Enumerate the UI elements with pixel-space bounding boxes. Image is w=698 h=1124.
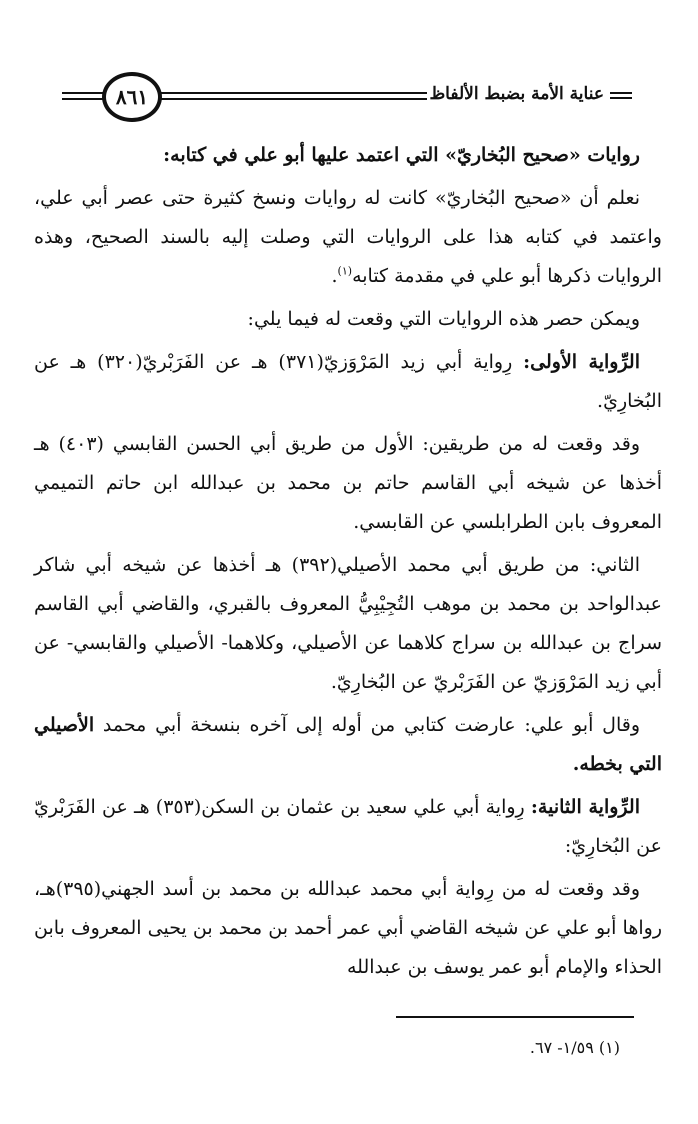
- paragraph-ibn-asad: وقد وقعت له من رِواية أبي محمد عبدالله بن محمد بن أسد الجهني(٣٩٥)هـ، رواها أبو علي عن شيخه القاضي أبي عمر أحمد بن محمد بن يحيى المعروف بابن الحذاء والإمام أبو عمر يوسف بن عبدالله: [34, 878, 662, 978]
- paragraph-intro-text: نعلم أن «صحيح البُخاريّ» كانت له روايات ونسخ كثيرة حتى عصر أبي علي، واعتمد في كتابه هذا على الروايات التي وصلت إليه بالسند الصحيح، وهذه الروايات ذكرها أبو علي في مقدمة كتابه: [34, 187, 662, 287]
- main-text: [34, 136, 662, 991]
- paragraph-collation-text: وقال أبو علي: عارضت كتابي من أوله إلى آخره بنسخة أبي محمد: [102, 714, 640, 736]
- riwaya-first: [34, 343, 662, 421]
- paragraph-two-paths: وقد وقعت له من طريقين: الأول من طريق أبي الحسن القابسي (٤٠٣) هـ أخذها عن شيخه أبي القاسم حاتم بن محمد بن عبدالله ابن حاتم التميمي المعروف بابن الطرابلسي عن القابسي.: [34, 433, 662, 533]
- footnote-separator: [396, 1016, 634, 1018]
- riwaya-second: [34, 788, 662, 866]
- running-title: عناية الأمة بضبط الألفاظ: [429, 84, 632, 104]
- riwaya-second-label: الرِّواية الثانية:: [530, 796, 640, 818]
- page-header: [62, 72, 632, 128]
- section-heading: روايات «صحيح البُخاريّ» التي اعتمد عليها أبو علي في كتابه:: [163, 144, 640, 166]
- paragraph-enumeration: ويمكن حصر هذه الروايات التي وقعت له فيما يلي:: [247, 308, 640, 330]
- paragraph-collation-bold: الأصيلي التي بخطه.: [34, 714, 662, 775]
- paragraph-collation: [34, 706, 662, 784]
- riwaya-first-text: رِواية أبي زيد المَرْوَزيّ(٣٧١) هـ عن الفَرَبْريّ(٣٢٠) هـ عن البُخارِيّ.: [34, 351, 662, 412]
- riwaya-second-text: رِواية أبي علي سعيد بن عثمان بن السكن(٣٥٣) هـ عن الفَرَبْريّ عن البُخارِيّ:: [34, 796, 662, 857]
- footnote: (١) ١/٥٩- ٦٧.: [529, 1038, 620, 1057]
- page-number-badge: ٨٦١: [102, 72, 162, 122]
- paragraph-second-path: الثاني: من طريق أبي محمد الأصيلي(٣٩٢) هـ أخذها عن شيخه أبي شاكر عبدالواحد بن محمد بن موهب التُجِيْبِيُّ المعروف بالقبري، والقاضي أبي القاسم سراج بن عبدالله بن سراج كلاهما عن الأصيلي، وكلاهما- الأصيلي والقابسي- عن أبي زيد المَرْوَزيّ عن الفَرَبْريّ عن البُخارِيّ.: [34, 554, 662, 693]
- paragraph-intro: [34, 179, 662, 296]
- riwaya-first-label: الرِّواية الأولى:: [523, 351, 641, 373]
- paragraph-intro-end: .: [331, 265, 338, 287]
- footnote-ref: (١): [337, 264, 353, 278]
- header-rule: [160, 92, 427, 100]
